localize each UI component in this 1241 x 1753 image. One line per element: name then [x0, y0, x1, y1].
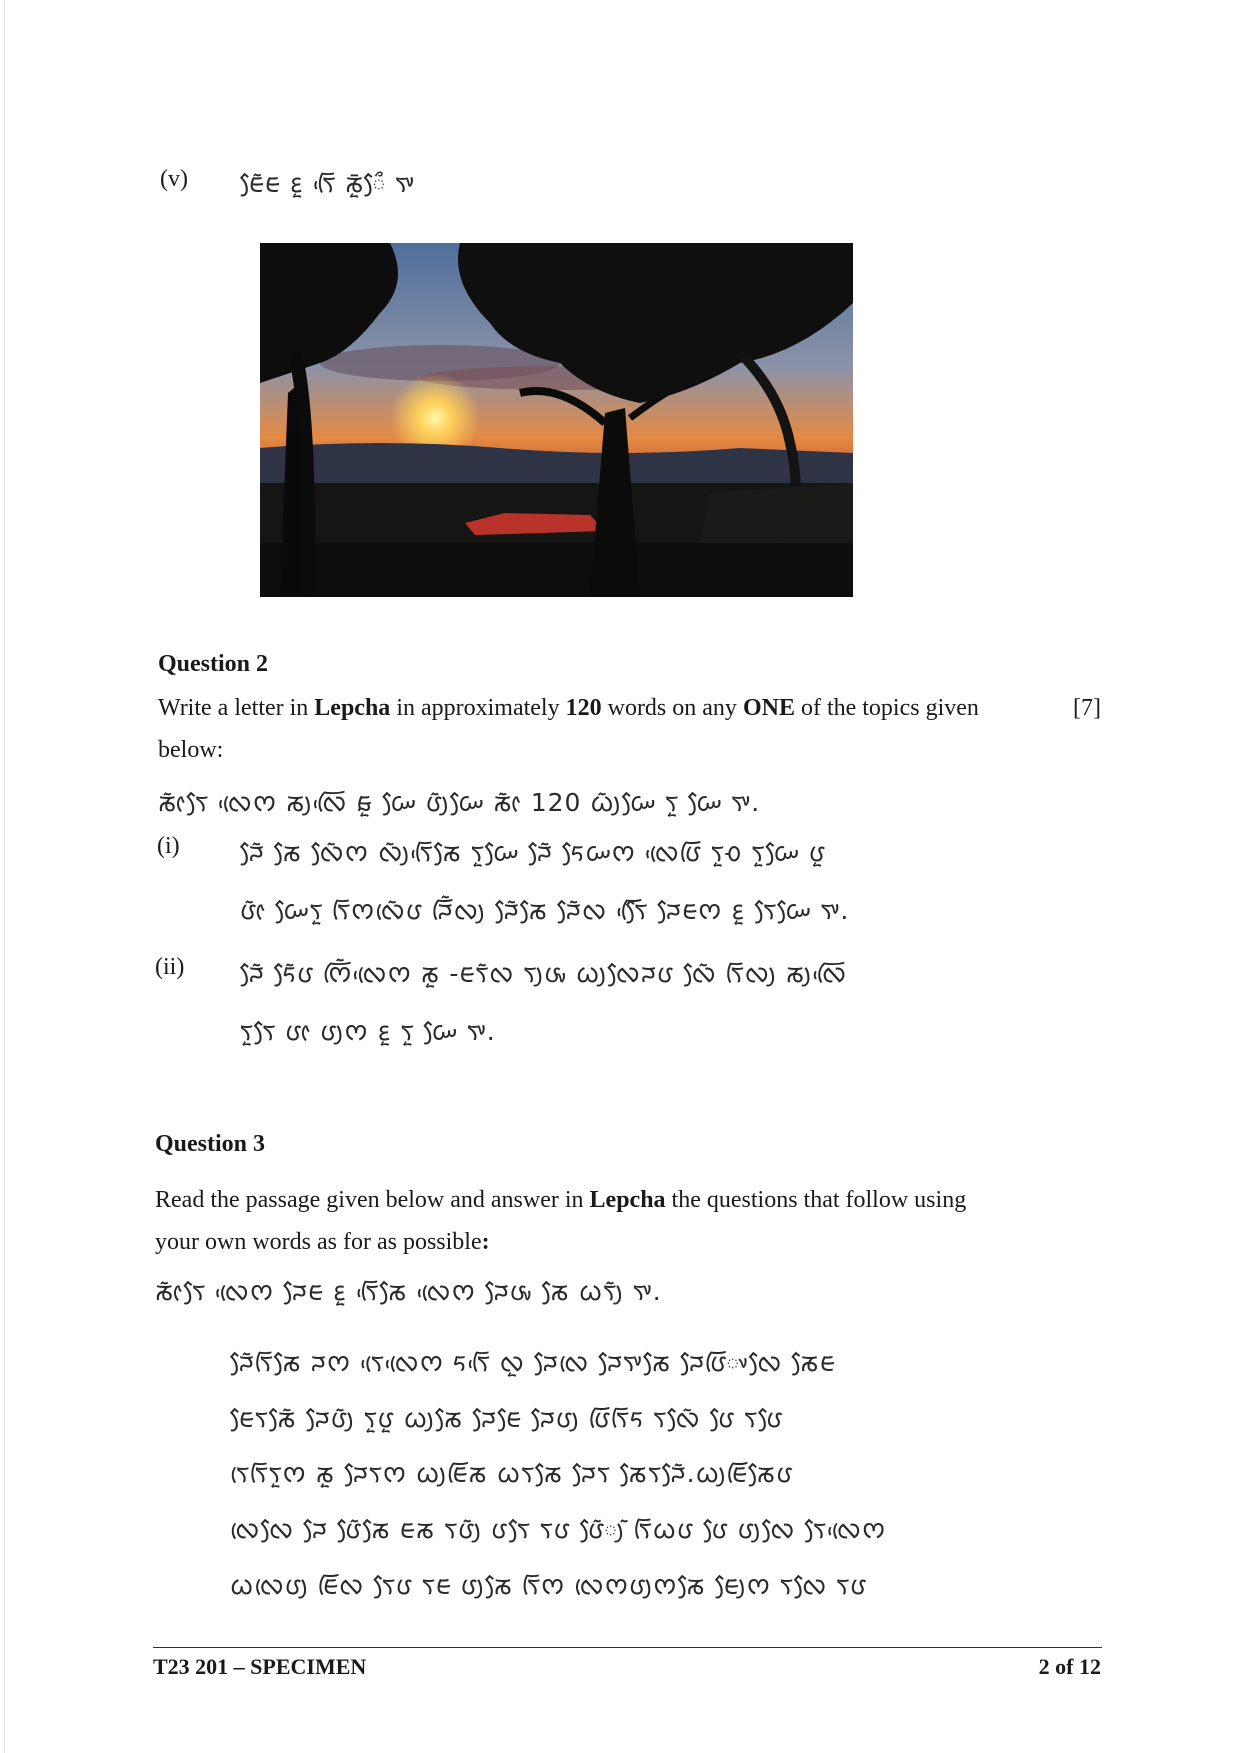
- topic-text-line: ᰂᰦᰶ ᰠᰧᰛᰬ ᰛᰩᰔᰜᰨᰶᰂ ᰎᰩᰶᰜᰪ ᰎᰧᰶᰕᰧ ᰎᰧᰶᰜ ᰛᰧᰩᰵ ᰎᰧᰀᰔ ᰚᰬ ᰛᰧᰠᰧ ᰛᰤ.: [240, 896, 850, 925]
- text-run: Write a letter in: [158, 695, 315, 721]
- question-2-marks: [7]: [1073, 695, 1101, 721]
- passage-line: ᰎᰧᰶᰛᰩᰕᰧ ᰎᰔ ᰛᰨᰵᰜᰨᰵᰔ ᰁᰛᰩᰵ ᰜᰬ ᰎᰧᰜᰨ ᰎᰧᰛᰤᰕᰧ ᰎᰧᰂᰩᰤᰜᰧ ᰕᰧᰀ: [230, 1348, 836, 1377]
- item-number: (v): [160, 166, 188, 192]
- footer-paper-code: T23 201 – SPECIMEN: [153, 1654, 367, 1679]
- topic-number: (i): [157, 833, 180, 859]
- question-3-instruction: [155, 1186, 966, 1215]
- question-3-lepcha-instruction: ᰕᰦᰶᰛᰧ ᰜᰨᰵᰔ ᰎᰧᰀ ᰚᰬ ᰛᰩᰵᰕᰧ ᰜᰨᰵᰔ ᰎᰧᰂᰤ ᰕᰧ ᰃᰛᰪᰶ ᰛᰤ.: [155, 1277, 662, 1306]
- text-run: of the topics given: [794, 695, 979, 721]
- text-run-bold: :: [481, 1229, 490, 1255]
- text-run: words on any: [601, 695, 743, 721]
- topic-text-line: ᰎᰧᰶ ᰁᰧᰶᰂ ᰔᰩᰶᰜᰨᰵᰔ ᰕᰬ -ᰀᰛᰶᰜ ᰛᰪᰂᰤ ᰃᰪᰜᰧᰎᰂ ᰜᰧᰶ ᰛᰩᰜᰪ ᰕᰪᰜᰩᰵ: [240, 959, 848, 988]
- passage-line: ᰜᰨᰜᰧ ᰎᰧ ᰂᰧᰶᰕᰧ ᰀᰕ ᰛᰂᰪᰶ ᰂᰛᰧ ᰛᰂ ᰂᰧᰶᰪᰶ ᰛᰩᰃᰂ ᰂᰧ ᰂᰪᰜᰧ ᰛᰧᰜᰨᰵᰔ: [230, 1515, 887, 1544]
- text-run: in approximately: [390, 695, 566, 721]
- question-3-title: Question 3: [155, 1131, 266, 1157]
- topic-text-line: ᰛᰬᰛᰧ ᰂᰦ ᰂᰪᰔ ᰚᰬ ᰛᰬ ᰠᰧ ᰛᰤ.: [240, 1017, 496, 1046]
- topic-text-line: ᰎᰧᰶ ᰕᰧ ᰜᰧᰶᰔ ᰜᰪᰶᰛᰩᰵᰕᰧ ᰛᰬᰠᰧ ᰎᰧᰶ ᰁᰧᰠᰔ ᰜᰨᰵᰂᰩ ᰛᰬᰆ ᰛᰬᰠᰧ ᰂᰬ: [240, 838, 827, 867]
- topic-number: (ii): [155, 954, 185, 980]
- text-run-bold: ONE: [742, 695, 795, 721]
- question-2-lepcha-instruction: ᰕᰦᰶᰛᰧ ᰜᰨᰵᰔ ᰕᰪᰜᰩᰵ ᰑᰬ ᰠᰧ ᰂᰪᰶᰠᰧ ᰕᰦᰶ 120 ᰃᰪᰶᰠᰧ ᰛᰬ ᰠᰧ ᰛᰤ.: [158, 788, 761, 817]
- passage-line: ᰃᰜᰨᰂᰪ ᰀᰩᰜ ᰛᰧᰂ ᰛᰀ ᰂᰪᰕᰧ ᰛᰩᰔ ᰜᰨᰔᰂᰪᰔᰕᰧ ᰀᰧᰪᰔ ᰛᰜᰧ ᰛᰂ: [230, 1571, 868, 1600]
- question-2-instruction: [158, 694, 979, 723]
- passage-line: ᰛᰨᰛᰩᰛᰬᰔ ᰕᰬ ᰎᰧᰛᰔ ᰃᰪᰀᰩᰕ ᰃᰛᰕᰧ ᰎᰧᰛ ᰕᰧᰛᰎᰧᰶ.ᰃᰪᰀᰩᰕᰧᰂ: [230, 1459, 794, 1488]
- question-3-instruction-line2: [155, 1228, 490, 1257]
- footer-rule: [153, 1647, 1102, 1648]
- question-2-instruction-line2: below:: [158, 737, 224, 763]
- text-run-bold: Lepcha: [314, 695, 391, 721]
- item-caption-lepcha: ᰀᰧᰶᰀ ᰚᰬ ᰛᰩᰵ ᰕᰬᰳᰧᰰ ᰛᰤ: [240, 169, 416, 198]
- text-run: Read the passage given below and answer in: [155, 1187, 590, 1213]
- text-run: your own words as for as possible: [155, 1229, 482, 1255]
- text-run-bold: Lepcha: [589, 1187, 666, 1213]
- text-run: the questions that follow using: [665, 1187, 967, 1213]
- question-2-title: Question 2: [158, 651, 269, 677]
- passage-line: ᰀᰧᰛᰕᰧᰶ ᰎᰧᰂᰪᰶ ᰛᰬᰂᰬ ᰃᰪᰕᰧ ᰎᰧᰀᰧ ᰎᰧᰂᰪ ᰂᰩᰛᰩᰁ ᰛᰜᰧᰶ ᰂᰧ ᰛᰂᰧ: [230, 1404, 784, 1433]
- sunset-photo: [260, 243, 853, 597]
- text-run-bold: 120: [565, 695, 602, 721]
- footer-page-number: 2 of 12: [1038, 1654, 1101, 1679]
- scan-edge: [4, 0, 5, 1753]
